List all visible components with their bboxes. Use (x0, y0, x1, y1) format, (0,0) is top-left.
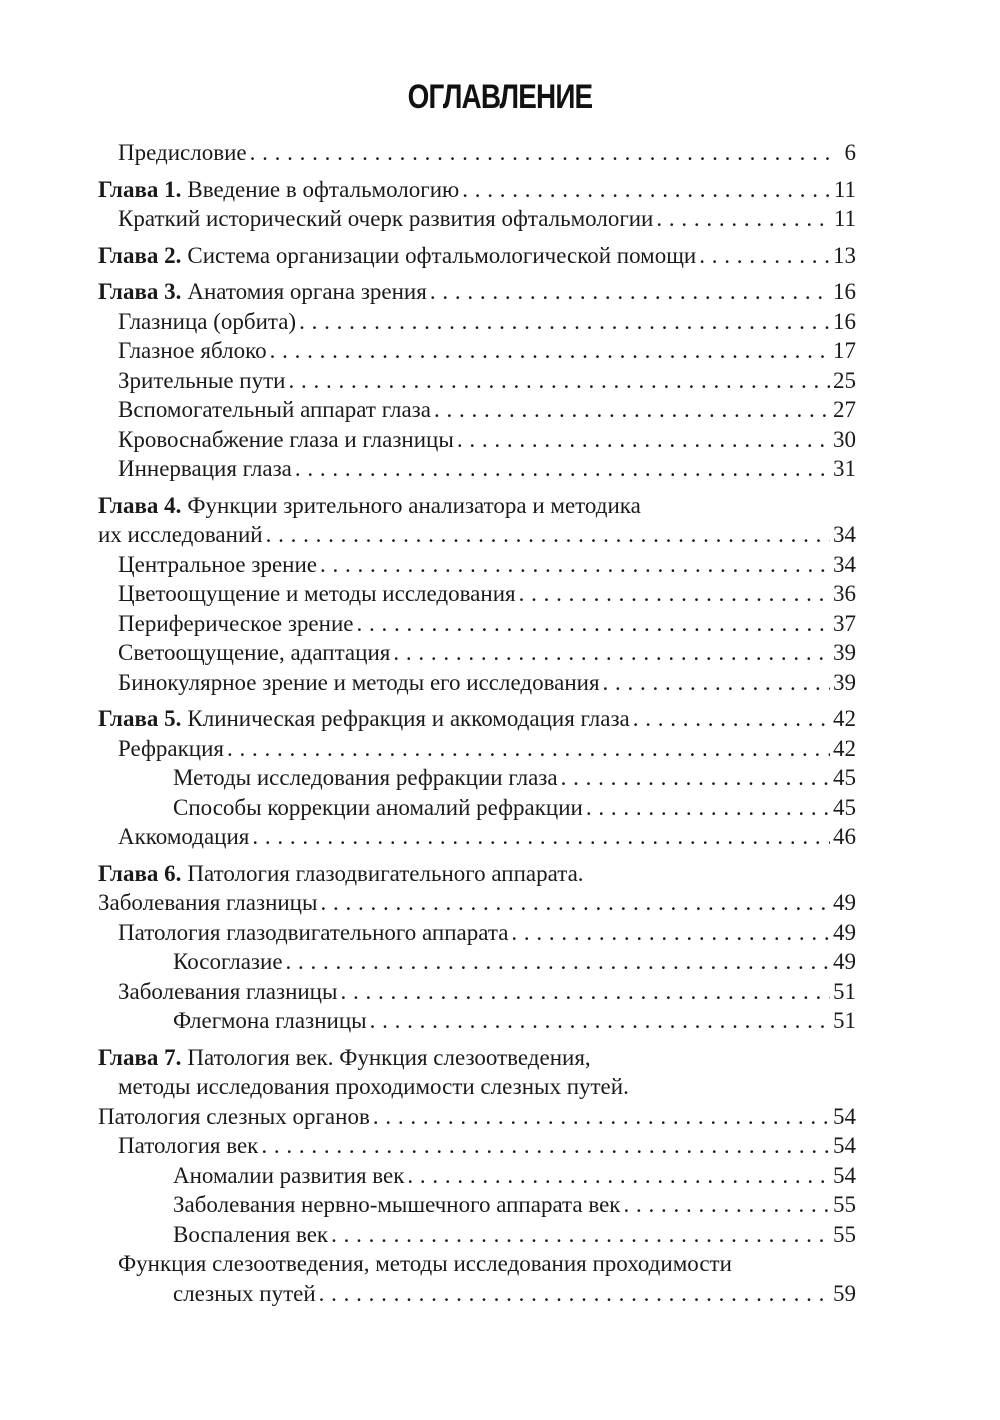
toc-entry (98, 704, 856, 734)
entry-title: Патология век. Функция слезоотведения, (187, 1044, 591, 1070)
page-number: 54 (833, 1162, 856, 1188)
dot-leader (261, 1131, 830, 1161)
page-number: 30 (833, 426, 856, 452)
dot-leader (288, 366, 830, 396)
dot-leader (633, 704, 830, 734)
entry-title: Воспаления век (173, 1221, 329, 1247)
page-number: 39 (833, 640, 856, 665)
page-number: 55 (833, 1221, 856, 1247)
dot-leader (519, 579, 830, 609)
page-number: 34 (833, 551, 856, 577)
toc-entry (98, 609, 856, 639)
entry-title: Иннервация глаза (118, 456, 292, 481)
page-number: 34 (833, 522, 856, 547)
page-number: 16 (833, 279, 856, 304)
toc-section (98, 491, 856, 698)
entry-title: Глазница (орбита) (118, 308, 297, 334)
toc-entry (98, 366, 856, 396)
entry-title: методы исследования проходимости слезных путей. (118, 1074, 629, 1099)
toc-entry (98, 1220, 856, 1250)
toc-entry (98, 1161, 856, 1191)
dot-leader (295, 454, 830, 484)
toc-entry (98, 175, 856, 205)
toc-entry (98, 277, 856, 307)
entry-title: Краткий исторический очерк развития офтальмологии (118, 206, 654, 231)
entry-title: Аномалии развития век (173, 1162, 405, 1188)
dot-leader (603, 668, 830, 698)
dot-leader (266, 520, 830, 550)
dot-leader (430, 277, 830, 307)
entry-title: Бинокулярное зрение и методы его исследования (118, 669, 600, 695)
toc-entry (98, 204, 856, 234)
page-number: 49 (833, 919, 856, 945)
entry-title: Методы исследования рефракции глаза (173, 765, 558, 790)
toc-section (98, 277, 856, 484)
dot-leader (286, 947, 830, 977)
page-title: ОГЛАВЛЕНИЕ (407, 78, 593, 116)
chapter-number: Глава 1. (98, 176, 182, 202)
page-number: 45 (833, 794, 856, 820)
table-of-contents (98, 138, 856, 1308)
dot-leader (270, 336, 830, 366)
dot-leader (511, 918, 830, 948)
page-number: 55 (833, 1192, 856, 1217)
dot-leader (250, 138, 833, 168)
page-number: 51 (833, 1008, 856, 1033)
chapter-number: Глава 3. (98, 279, 182, 304)
toc-entry (98, 520, 856, 550)
dot-leader (623, 1190, 830, 1220)
toc-entry (98, 454, 856, 484)
toc-entry (98, 307, 856, 337)
toc-entry (98, 793, 856, 823)
dot-leader (370, 1006, 830, 1036)
toc-entry (98, 859, 856, 889)
dot-leader (227, 734, 830, 764)
page-number: 42 (833, 735, 856, 761)
toc-entry (98, 1131, 856, 1161)
chapter-number: Глава 2. (98, 242, 182, 268)
dot-leader (586, 793, 830, 823)
entry-title: Центральное зрение (118, 551, 318, 577)
toc-entry (98, 241, 856, 271)
page-number: 45 (833, 765, 856, 790)
page-number: 11 (833, 176, 856, 202)
entry-title: Кровоснабжение глаза и глазницы (118, 426, 454, 452)
page-number: 13 (833, 242, 856, 268)
toc-entry (98, 638, 856, 668)
dot-leader (320, 550, 830, 580)
entry-title: Заболевания нервно-мышечного аппарата век (173, 1192, 621, 1217)
page-number: 54 (833, 1103, 856, 1129)
entry-title: Введение в офтальмологию (187, 176, 460, 202)
dot-leader (373, 1102, 830, 1132)
dot-leader (319, 1279, 830, 1309)
entry-title: Заболевания глазницы (118, 978, 338, 1004)
entry-title: Глазное яблоко (118, 338, 267, 363)
entry-title: Предисловие (118, 140, 247, 165)
entry-title: Анатомия органа зрения (187, 279, 427, 304)
toc-entry (98, 1249, 856, 1279)
toc-entry (98, 1043, 856, 1073)
page-number: 46 (833, 824, 856, 849)
entry-title: Периферическое зрение (118, 610, 354, 636)
page-number: 59 (833, 1280, 856, 1306)
page-number: 6 (844, 140, 856, 165)
toc-entry (98, 395, 856, 425)
toc-entry (98, 491, 856, 521)
toc-entry (98, 336, 856, 366)
page-number: 17 (833, 338, 856, 363)
page-number: 51 (833, 978, 856, 1004)
dot-leader (407, 1161, 830, 1191)
page-number: 16 (833, 308, 856, 334)
toc-entry (98, 1102, 856, 1132)
toc-entry (98, 425, 856, 455)
toc-section (98, 138, 856, 168)
dot-leader (356, 609, 830, 639)
dot-leader (331, 1220, 830, 1250)
page-number: 31 (833, 456, 856, 481)
toc-entry (98, 918, 856, 948)
dot-leader (656, 204, 830, 234)
entry-title: Вспомогательный аппарат глаза (118, 397, 431, 422)
entry-title: Светоощущение, адаптация (118, 640, 391, 665)
dot-leader (699, 241, 830, 271)
toc-entry (98, 734, 856, 764)
toc-section (98, 704, 856, 852)
toc-entry (98, 550, 856, 580)
entry-title: Аккомодация (118, 824, 250, 849)
dot-leader (340, 977, 830, 1007)
entry-title: Система организации офтальмологической помощи (187, 242, 697, 268)
toc-entry (98, 138, 856, 168)
chapter-number: Глава 7. (98, 1044, 182, 1070)
entry-title: Клиническая рефракция и аккомодация глаза (187, 706, 630, 731)
dot-leader (252, 822, 830, 852)
entry-title: слезных путей (173, 1280, 316, 1306)
toc-section (98, 241, 856, 271)
entry-title: Функции зрительного анализатора и методика (187, 492, 641, 518)
entry-title: Способы коррекции аномалий рефракции (173, 794, 583, 820)
page-number: 11 (833, 206, 856, 231)
entry-title: Патология слезных органов (98, 1103, 370, 1129)
page-number: 49 (833, 949, 856, 974)
toc-entry (98, 579, 856, 609)
entry-title: Патология глазодвигательного аппарата (118, 919, 509, 945)
chapter-number: Глава 4. (98, 492, 182, 518)
dot-leader (457, 425, 830, 455)
page-number: 49 (833, 890, 856, 915)
entry-title: Патология век (118, 1133, 259, 1158)
toc-entry (98, 763, 856, 793)
toc-entry (98, 947, 856, 977)
page-number: 25 (833, 367, 856, 393)
entry-title: Зрительные пути (118, 367, 286, 393)
entry-title: Функция слезоотведения, методы исследования проходимости (118, 1251, 732, 1276)
page-number: 37 (833, 610, 856, 636)
entry-title: их исследований (98, 522, 263, 547)
toc-entry (98, 668, 856, 698)
page-number: 36 (833, 581, 856, 606)
dot-leader (393, 638, 830, 668)
dot-leader (299, 307, 830, 337)
toc-entry (98, 822, 856, 852)
toc-entry (98, 1279, 856, 1309)
toc-entry (98, 977, 856, 1007)
toc-entry (98, 1072, 856, 1102)
entry-title: Рефракция (118, 735, 224, 761)
page-number: 54 (833, 1133, 856, 1158)
page-number: 39 (833, 669, 856, 695)
toc-section (98, 1043, 856, 1309)
entry-title: Флегмона глазницы (173, 1008, 367, 1033)
page-number: 27 (833, 397, 856, 422)
chapter-number: Глава 5. (98, 706, 182, 731)
entry-title: Патология глазодвигательного аппарата. (187, 860, 584, 886)
toc-entry (98, 1190, 856, 1220)
toc-section (98, 175, 856, 234)
chapter-number: Глава 6. (98, 860, 182, 886)
dot-leader (462, 175, 831, 205)
dot-leader (320, 888, 830, 918)
page-number: 42 (833, 706, 856, 731)
entry-title: Заболевания глазницы (98, 890, 318, 915)
toc-section (98, 859, 856, 1036)
toc-entry (98, 888, 856, 918)
dot-leader (434, 395, 830, 425)
entry-title: Косоглазие (173, 949, 283, 974)
toc-entry (98, 1006, 856, 1036)
entry-title: Цветоощущение и методы исследования (118, 581, 516, 606)
dot-leader (561, 763, 830, 793)
